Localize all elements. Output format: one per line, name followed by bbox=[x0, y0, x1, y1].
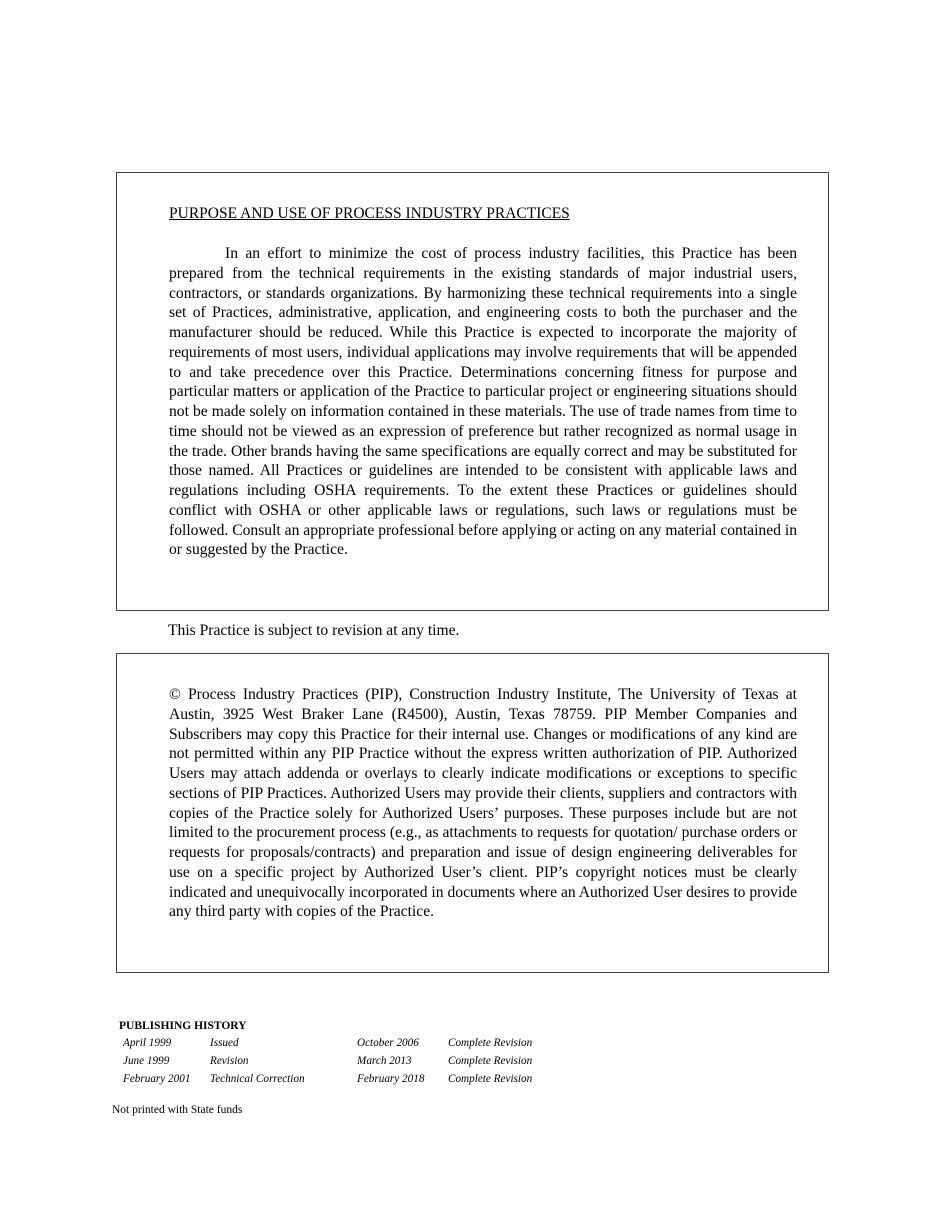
history-date: February 2001 bbox=[123, 1073, 191, 1085]
footer-note: Not printed with State funds bbox=[112, 1104, 243, 1116]
history-action: Complete Revision bbox=[448, 1055, 533, 1067]
history-date: March 2013 bbox=[357, 1055, 412, 1067]
purpose-heading: PURPOSE AND USE OF PROCESS INDUSTRY PRACTICES bbox=[169, 205, 570, 222]
history-actions-col-1 bbox=[210, 1034, 305, 1088]
history-action: Complete Revision bbox=[448, 1037, 533, 1049]
history-action: Issued bbox=[210, 1037, 239, 1049]
publishing-history bbox=[119, 1020, 533, 1085]
history-action: Revision bbox=[210, 1055, 249, 1067]
copyright-box bbox=[116, 653, 829, 973]
history-date: October 2006 bbox=[357, 1037, 419, 1049]
history-dates-col-2 bbox=[357, 1034, 424, 1088]
history-dates-col-1 bbox=[123, 1034, 190, 1088]
history-date: February 2018 bbox=[357, 1073, 425, 1085]
history-action: Technical Correction bbox=[210, 1073, 305, 1085]
revision-note: This Practice is subject to revision at any time. bbox=[168, 622, 460, 639]
purpose-paragraph: In an effort to minimize the cost of process industry facilities, this Practice has been prepared from the technical requirements in the existing standards of major industrial users, contractors, or standards organizations. By harmonizing these technical requirements into a single set of Practices, administrative, application, and engineering costs to both the purchaser and the manufacturer should be reduced. While this Practice is expected to incorporate the majority of requirements of most users, individual applications may involve requirements that will be appended to and take precedence over this Practice. Determinations concerning fitness for purpose and particular matters or application of the Practice to particular project or engineering situations should not be made solely on information contained in these materials. The use of trade names from time to time should not be viewed as an expression of preference but rather recognized as normal usage in the trade. Other brands having the same specifications are equally correct and may be substituted for those named. All Practices or guidelines are intended to be consistent with applicable laws and regulations including OSHA requirements. To the extent these Practices or guidelines should conflict with OSHA or other applicable laws or regulations, such laws or regulations must be followed. Consult an appropriate professional before applying or acting on any material contained in or suggested by the Practice. bbox=[169, 245, 797, 559]
history-actions-col-2 bbox=[448, 1034, 532, 1088]
purpose-box bbox=[116, 172, 829, 611]
publishing-history-title: PUBLISHING HISTORY bbox=[119, 1020, 247, 1032]
history-date: April 1999 bbox=[123, 1037, 172, 1049]
copyright-paragraph: © Process Industry Practices (PIP), Construction Industry Institute, The University of Texas at Austin, 3925 West Braker Lane (R4500), Austin, Texas 78759. PIP Member Companies and Subscribers may copy this Practice for their internal use. Changes or modifications of any kind are not permitted within any PIP Practice without the express written authorization of PIP. Authorized Users may attach addenda or overlays to clearly indicate modifications or exceptions to specific sections of PIP Practices. Authorized Users may provide their clients, suppliers and contractors with copies of the Practice solely for Authorized Users’ purposes. These purposes include but are not limited to the procurement process (e.g., as attachments to requests for quotation/ purchase orders or requests for proposals/contracts) and preparation and issue of design engineering deliverables for use on a specific project by Authorized User’s client. PIP’s copyright notices must be clearly indicated and unequivocally incorporated in documents where an Authorized User desires to provide any third party with copies of the Practice. bbox=[169, 686, 797, 921]
history-action: Complete Revision bbox=[448, 1073, 533, 1085]
history-date: June 1999 bbox=[123, 1055, 170, 1067]
